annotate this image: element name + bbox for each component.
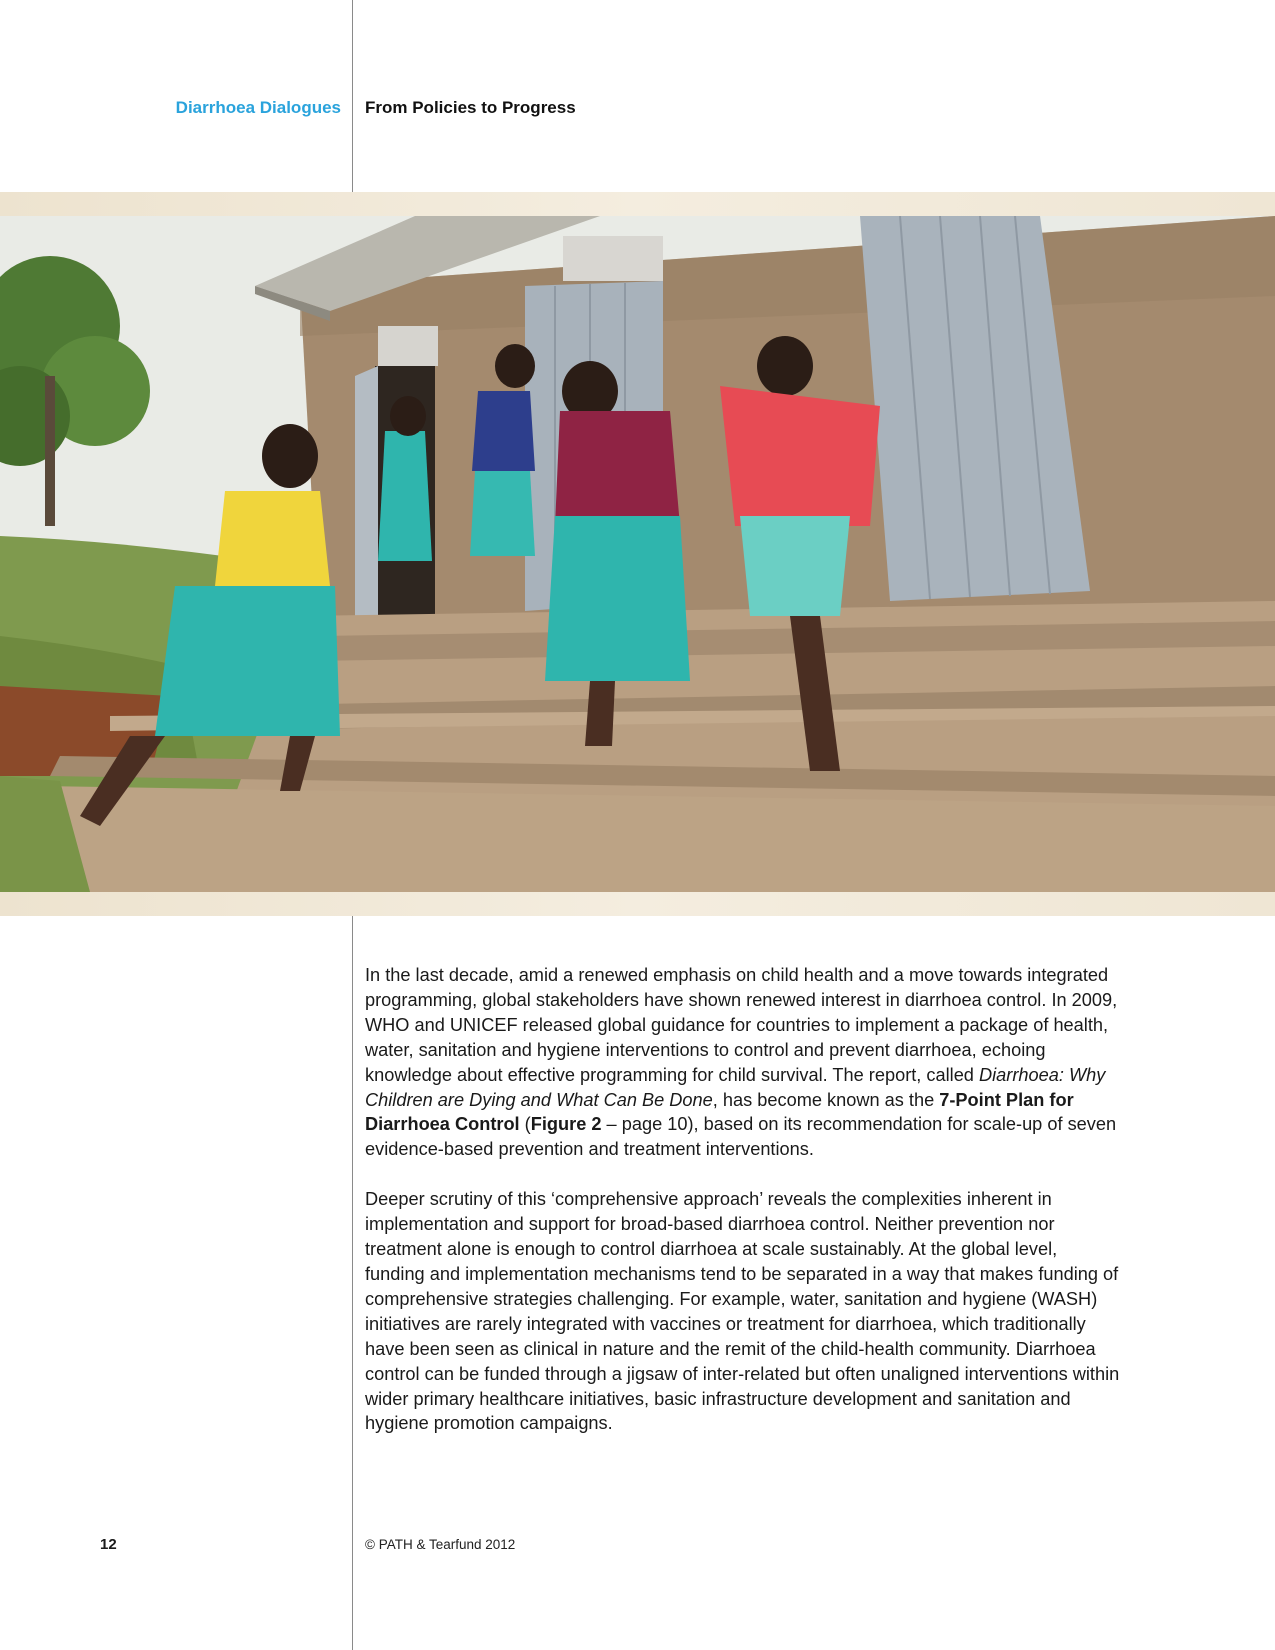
paragraph-2: Deeper scrutiny of this ‘comprehensive approach’ reveals the complexities inherent in implementation and support for broad-based diarrhoea control. Neither prevention nor treatment alone is enough to control diarrhoea at scale sustainably. At the global level, funding and implementation mechanisms tend to be separated in a way that makes funding of comprehensive strategies challenging. For example, water, sanitation and hygiene (WASH) initiatives are rarely integrated with vaccines or treatment for diarrhoea, which traditionally have been seen as clinical in nature and the remit of the child-health community. Diarrhoea control can be funded through a jigsaw of inter-related but often unaligned interventions within wider primary healthcare initiatives, basic infrastructure development and sanitation and hygiene promotion campaigns.	[365, 1189, 1120, 1434]
report-title: Diarrhoea: Why Children are Dying and What Can Be Done	[365, 1064, 1106, 1110]
running-header-series: Diarrhoea Dialogues	[175, 98, 341, 117]
body-text	[365, 963, 1120, 1461]
paragraph-1-text-c: (	[519, 1114, 531, 1135]
running-header-title: From Policies to Progress	[365, 98, 576, 117]
figure-reference: Figure 2	[530, 1114, 602, 1135]
copyright-footer: © PATH & Tearfund 2012	[365, 1537, 516, 1552]
plan-name: 7-Point Plan for Diarrhoea Control	[365, 1089, 1074, 1135]
page-number: 12	[100, 1536, 117, 1553]
paragraph-1-text-a: In the last decade, amid a renewed emphasis on child health and a move towards integrated programming, global stakeholders have shown renewed interest in diarrhoea control. In 2009, WHO and UNICEF released global guidance for countries to implement a package of health, water, sanitation and hygiene interventions to control and prevent diarrhoea, echoing knowledge about effective programming for child survival. The report, called	[365, 965, 1118, 1085]
paragraph-1-text-b: , has become known as the	[712, 1089, 940, 1110]
paragraph-1	[365, 963, 1120, 1162]
paragraph-1-text-d: – page 10), based on its recommendation for scale-up of seven evidence-based prevention and treatment interventions.	[365, 1114, 1117, 1160]
photo-border-top	[0, 192, 1275, 216]
photo-border-bottom	[0, 892, 1275, 916]
photo-latrine-block	[0, 216, 1275, 892]
